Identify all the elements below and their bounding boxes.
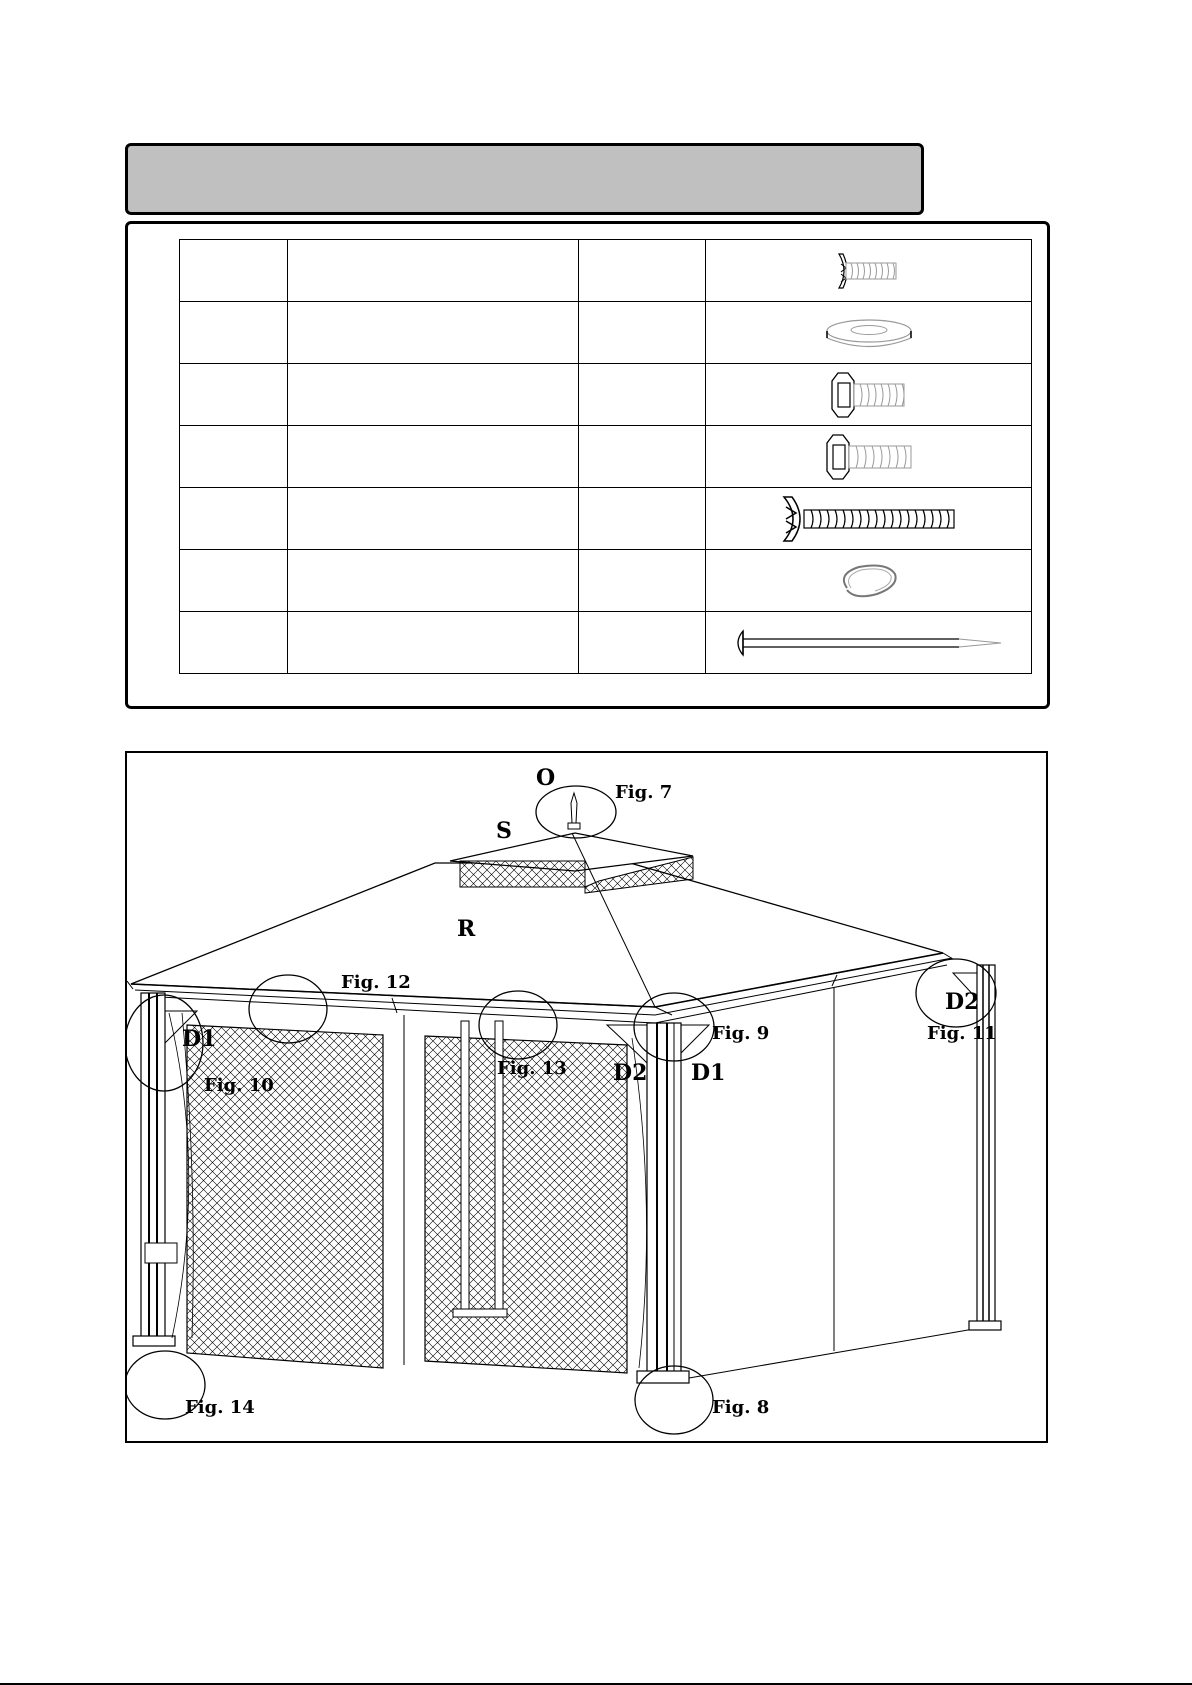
part-label-main-canopy: R — [457, 916, 476, 942]
fig13-label: Fig. 13 — [497, 1058, 567, 1079]
part-label-finial: O — [536, 765, 556, 791]
fig12-label: Fig. 12 — [341, 972, 411, 993]
table-row — [180, 426, 1032, 488]
fig9-label: Fig. 9 — [712, 1023, 770, 1044]
section-title-bar — [125, 143, 924, 215]
hex-bolt-long-icon — [819, 431, 919, 483]
gazebo-drawing — [127, 753, 1046, 1441]
part-label-d2-front: D2 — [613, 1060, 648, 1086]
table-row — [180, 550, 1032, 612]
part-label-d1-left: D1 — [182, 1026, 217, 1052]
fig10-label: Fig. 10 — [204, 1075, 274, 1096]
hex-bolt-short-icon — [824, 369, 914, 421]
part-label-d1-front: D1 — [691, 1060, 726, 1086]
phillips-screw-long-icon — [774, 491, 964, 547]
gazebo-diagram — [125, 751, 1048, 1443]
fig11-label: Fig. 11 — [927, 1023, 997, 1044]
part-label-top-canopy: S — [496, 818, 512, 844]
fig8-label: Fig. 8 — [712, 1397, 770, 1418]
ground-stake-icon — [729, 623, 1009, 663]
table-row — [180, 240, 1032, 302]
table-row — [180, 488, 1032, 550]
part-label-d2-right: D2 — [945, 989, 980, 1015]
table-row — [180, 612, 1032, 674]
flat-washer-icon — [819, 313, 919, 353]
snap-ring-icon — [829, 558, 909, 604]
fig7-label: Fig. 7 — [615, 782, 673, 803]
table-row — [180, 364, 1032, 426]
table-row — [180, 302, 1032, 364]
phillips-screw-short-icon — [829, 246, 909, 296]
hardware-table — [179, 239, 1032, 674]
fig14-label: Fig. 14 — [185, 1397, 255, 1418]
